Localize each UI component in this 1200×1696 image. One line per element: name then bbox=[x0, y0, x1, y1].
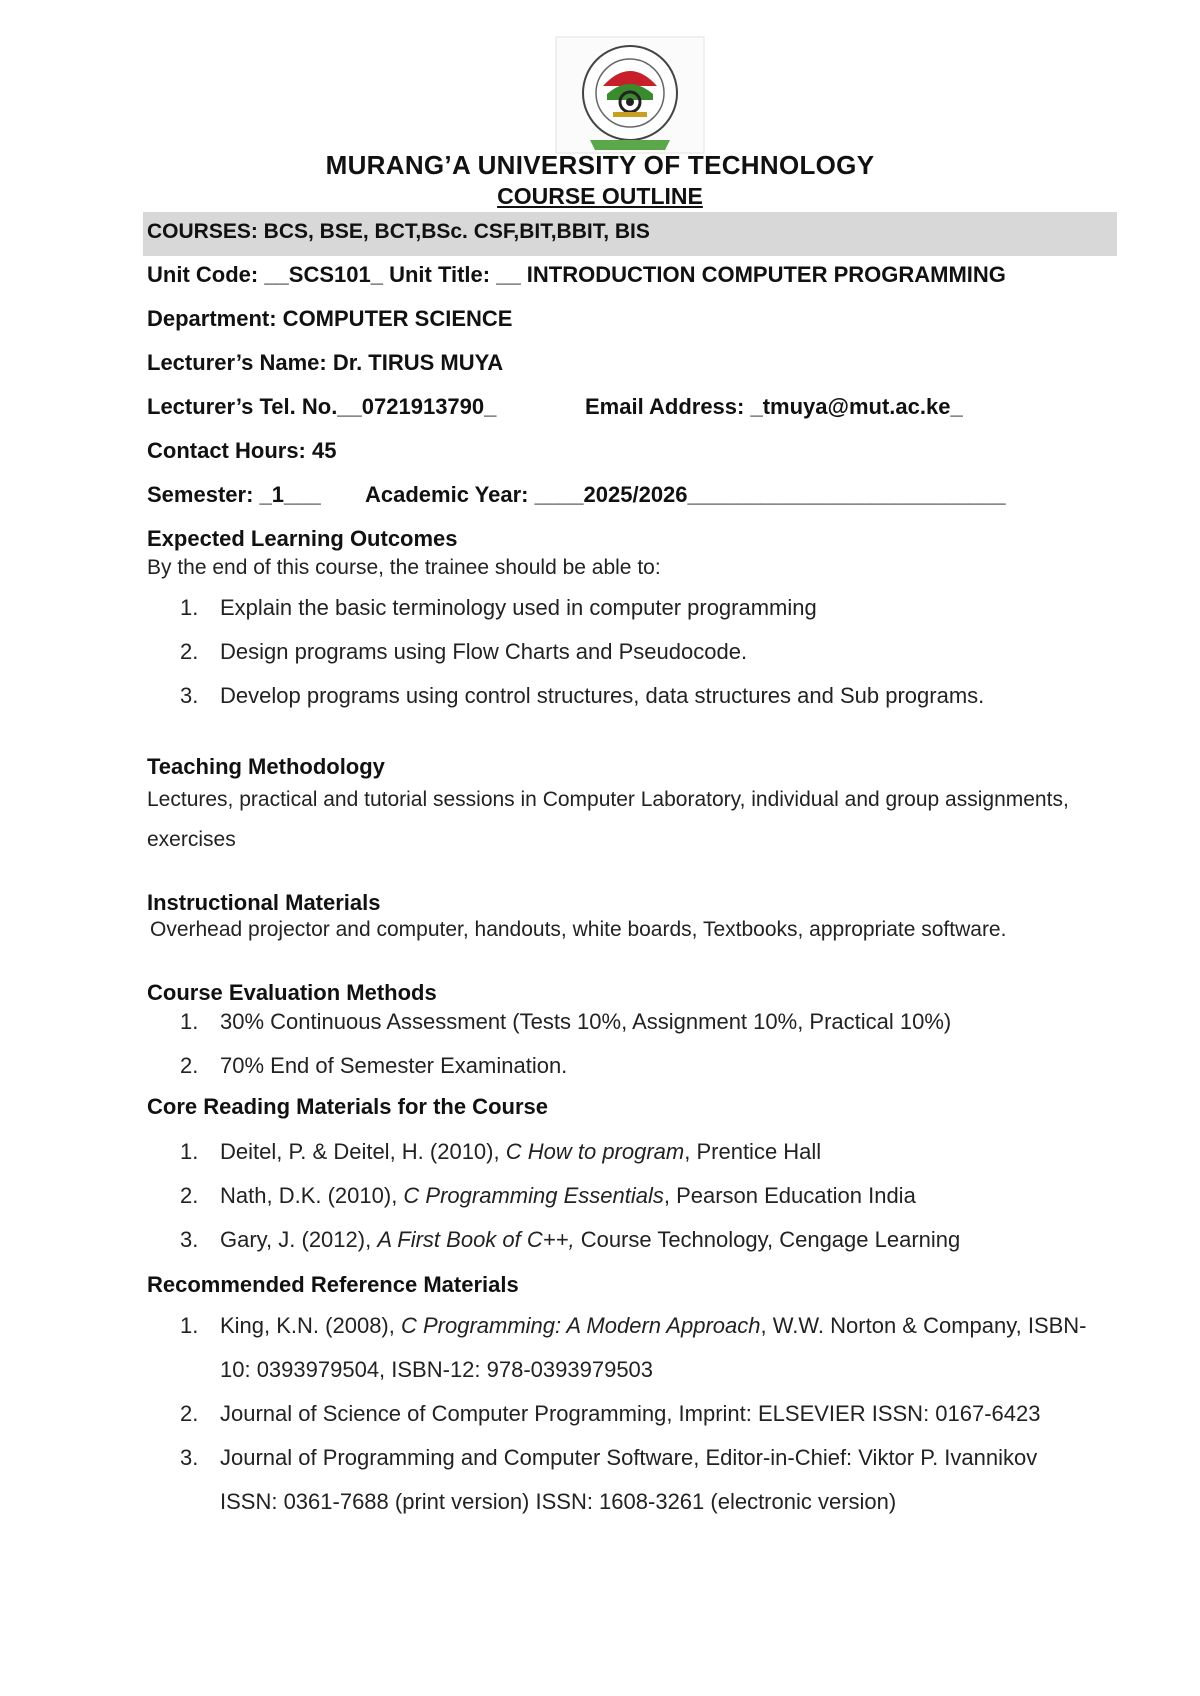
list-item: 1. King, K.N. (2008), C Programming: A Modern Approach, W.W. Norton & Company, ISBN-10: 0393979504, ISBN-12: 978-0393979503 bbox=[180, 1313, 1087, 1382]
semester-line: Semester: _1___ bbox=[147, 482, 321, 507]
document-title: COURSE OUTLINE bbox=[497, 183, 703, 209]
core-reading-list bbox=[180, 1130, 1080, 1262]
email-line: Email Address: _tmuya@mut.ac.ke_ bbox=[585, 394, 963, 419]
materials-text: Overhead projector and computer, handouts, white boards, Textbooks, appropriate software. bbox=[150, 918, 1007, 941]
recommended-list bbox=[180, 1304, 1100, 1524]
core-reading-heading: Core Reading Materials for the Course bbox=[147, 1094, 548, 1119]
list-item: 3. Develop programs using control structures, data structures and Sub programs. bbox=[180, 683, 985, 708]
outcomes-intro: By the end of this course, the trainee should be able to: bbox=[147, 556, 661, 579]
list-item: 3. Journal of Programming and Computer Software, Editor-in-Chief: Viktor P. Ivannikov ISSN: 0361-7688 (print version) ISSN: 1608-3261 (electronic version) bbox=[180, 1445, 1038, 1514]
methodology-heading: Teaching Methodology bbox=[147, 754, 385, 779]
list-item: 2. Design programs using Flow Charts and Pseudocode. bbox=[180, 639, 748, 664]
courses-list: COURSES: BCS, BSE, BCT,BSc. CSF,BIT,BBIT, BIS bbox=[147, 220, 650, 243]
lecturer-name-line: Lecturer’s Name: Dr. TIRUS MUYA bbox=[147, 350, 504, 375]
university-seal-icon bbox=[555, 36, 705, 154]
academic-year-line: Academic Year: ____2025/2026__________________________ bbox=[365, 482, 1006, 507]
outcomes-list bbox=[180, 586, 1080, 718]
materials-heading: Instructional Materials bbox=[147, 890, 381, 915]
university-logo bbox=[555, 36, 705, 154]
list-item: 2. Journal of Science of Computer Programming, Imprint: ELSEVIER ISSN: 0167-6423 bbox=[180, 1401, 1041, 1426]
unit-code-line: Unit Code: __SCS101_ Unit Title: __ INTRODUCTION COMPUTER PROGRAMMING bbox=[147, 262, 1006, 287]
courses-banner bbox=[143, 212, 1117, 256]
list-item: 3. Gary, J. (2012), A First Book of C++, Course Technology, Cengage Learning bbox=[180, 1227, 961, 1252]
contact-hours-line: Contact Hours: 45 bbox=[147, 438, 337, 463]
outcomes-heading: Expected Learning Outcomes bbox=[147, 526, 458, 551]
methodology-text: Lectures, practical and tutorial sessions in Computer Laboratory, individual and group assignments, exercises bbox=[147, 788, 1069, 851]
list-item: 1. 30% Continuous Assessment (Tests 10%, Assignment 10%, Practical 10%) bbox=[180, 1009, 952, 1034]
lecturer-tel-line: Lecturer’s Tel. No.__0721913790_ bbox=[147, 394, 497, 419]
list-item: 1. Deitel, P. & Deitel, H. (2010), C How to program, Prentice Hall bbox=[180, 1139, 822, 1164]
list-item: 2. Nath, D.K. (2010), C Programming Essentials, Pearson Education India bbox=[180, 1183, 916, 1208]
evaluation-list bbox=[180, 1000, 1080, 1088]
list-item: 1. Explain the basic terminology used in computer programming bbox=[180, 595, 817, 620]
university-name: MURANG’A UNIVERSITY OF TECHNOLOGY bbox=[325, 150, 875, 180]
list-item: 2. 70% End of Semester Examination. bbox=[180, 1053, 568, 1078]
evaluation-heading: Course Evaluation Methods bbox=[147, 980, 437, 1005]
recommended-heading: Recommended Reference Materials bbox=[147, 1272, 519, 1297]
department-line: Department: COMPUTER SCIENCE bbox=[147, 306, 513, 331]
